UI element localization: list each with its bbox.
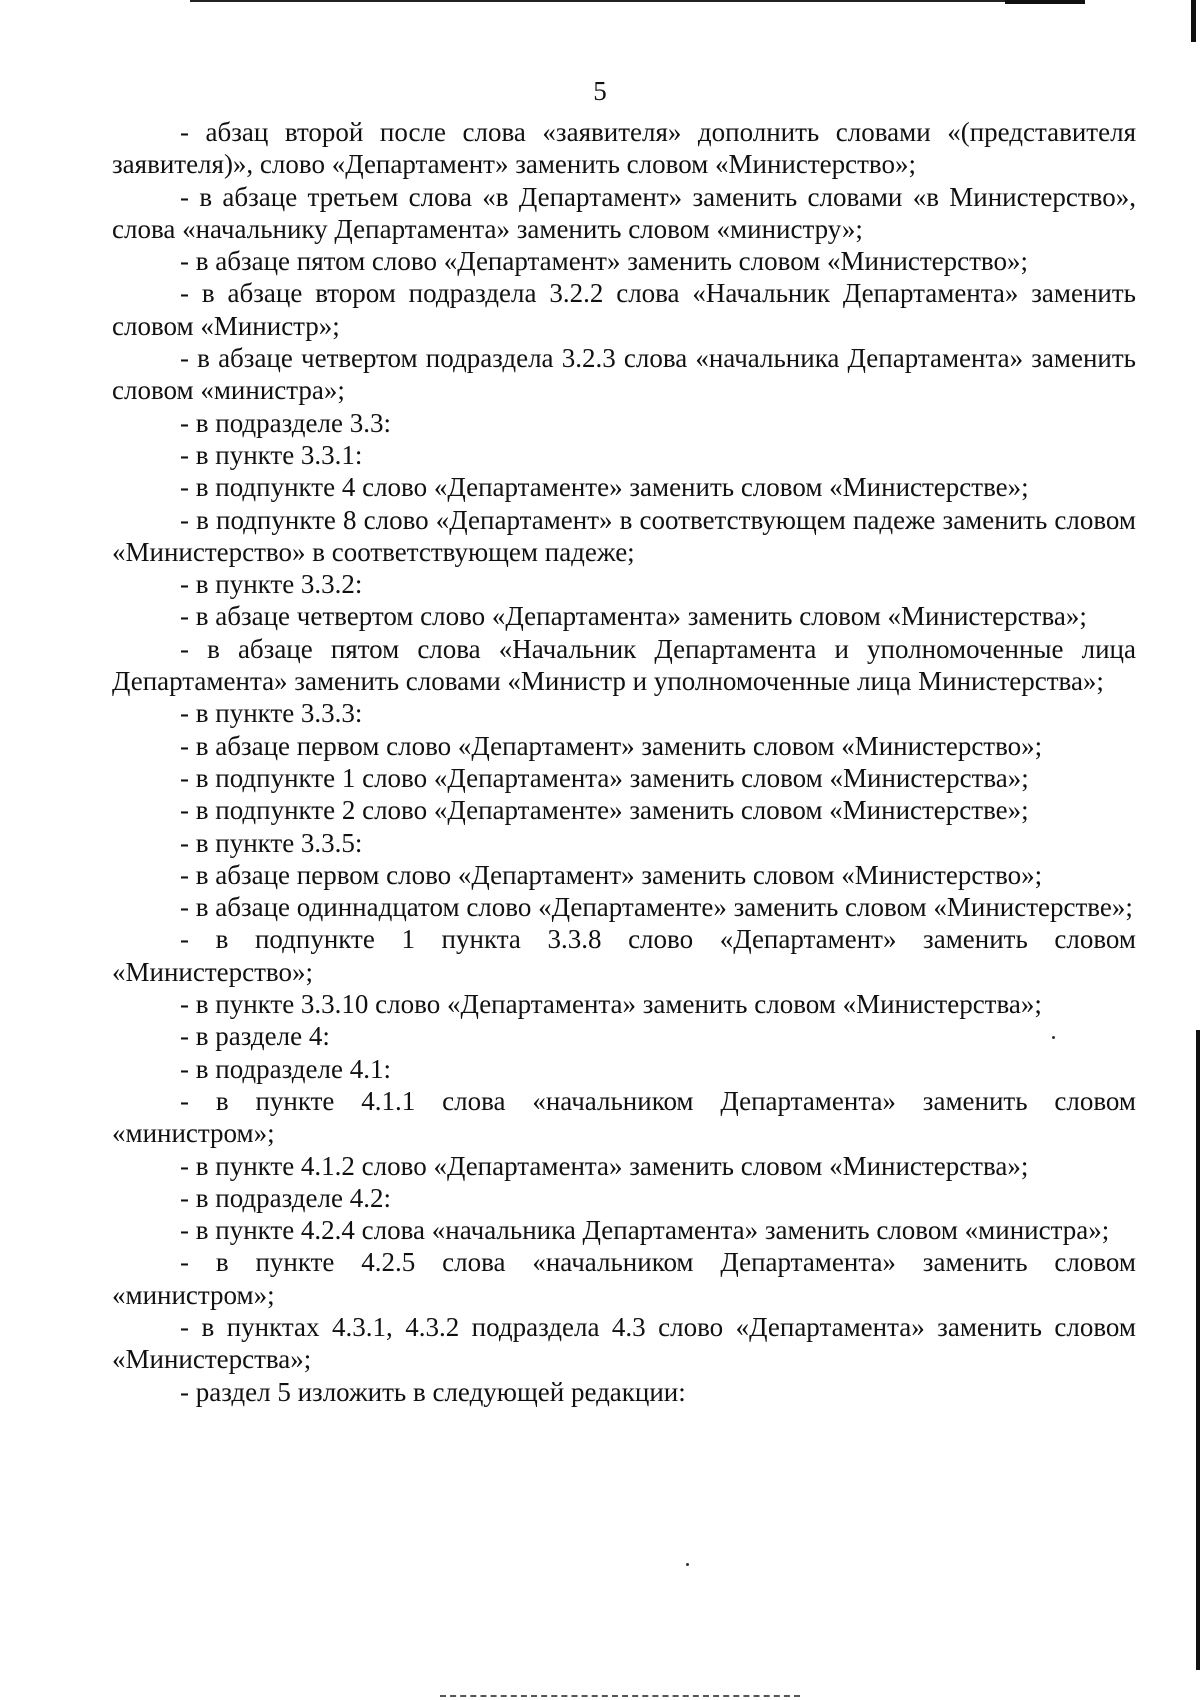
amendment-paragraph: - в абзаце четвертом подраздела 3.2.3 слова «начальника Департамента» заменить словом «министра»;: [112, 343, 1136, 406]
scan-border-right-bottom: [1196, 1030, 1200, 1670]
amendment-paragraph: - в подразделе 4.2:: [180, 1182, 391, 1213]
scan-border-right-top: [1191, 0, 1196, 42]
amendment-paragraph: - в пункте 4.2.5 слова «начальником Департамента» заменить словом «министром»;: [112, 1247, 1136, 1310]
amendment-paragraph: - в пункте 3.3.10 слово «Департамента» заменить словом «Министерства»;: [180, 989, 1042, 1020]
amendment-paragraph: - в подразделе 4.1:: [180, 1053, 391, 1084]
amendment-paragraph: - в пункте 3.3.3:: [180, 698, 363, 729]
amendment-paragraph: - в подразделе 3.3:: [180, 407, 391, 438]
amendment-paragraph: - в подпункте 8 слово «Департамент» в соответствующем падеже заменить словом «Министерство» в соответствующем падеже;: [112, 504, 1136, 567]
amendment-paragraph: - в подпункте 4 слово «Департаменте» заменить словом «Министерстве»;: [180, 472, 1029, 503]
amendment-paragraph: - в пункте 4.1.2 слово «Департамента» заменить словом «Министерства»;: [180, 1150, 1029, 1181]
amendment-paragraph: - в пункте 3.3.5:: [180, 827, 363, 858]
amendment-paragraph: - в подпункте 1 пункта 3.3.8 слово «Департамент» заменить словом «Министерство»;: [112, 924, 1136, 987]
scan-border-top: [190, 0, 1070, 2]
scan-speck: [686, 1563, 689, 1566]
scan-border-top-right: [1005, 0, 1085, 4]
amendment-paragraph: - в абзаце первом слово «Департамент» заменить словом «Министерство»;: [180, 859, 1043, 890]
amendment-paragraph: - в подпункте 2 слово «Департаменте» заменить словом «Министерстве»;: [180, 795, 1029, 826]
amendment-paragraph: - в пункте 3.3.2:: [180, 569, 363, 600]
amendment-paragraph: - в пункте 4.1.1 слова «начальником Департамента» заменить словом «министром»;: [112, 1085, 1136, 1149]
amendment-paragraph: - в пунктах 4.3.1, 4.3.2 подраздела 4.3 слово «Департамента» заменить словом «Министерства»;: [112, 1311, 1136, 1375]
amendment-paragraph: - в абзаце третьем слова «в Департамент» заменить словами «в Министерство», слова «начальнику Департамента» заменить словом «министру»;: [112, 181, 1136, 244]
amendment-paragraph: - в абзаце четвертом слово «Департамента» заменить словом «Министерства»;: [180, 601, 1087, 632]
amendment-paragraph: - в абзаце пятом слова «Начальник Департамента и уполномоченные лица Департамента» заменить словами «Министр и уполномоченные лица Министерства»;: [112, 633, 1136, 697]
amendment-paragraph: - абзац второй после слова «заявителя» дополнить словами «(представителя заявителя)», слово «Департамент» заменить словом «Министерство»;: [112, 117, 1136, 180]
amendment-paragraph: - в разделе 4:: [180, 1021, 330, 1052]
amendment-paragraph: - в пункте 3.3.1:: [180, 439, 363, 470]
amendment-paragraph: - раздел 5 изложить в следующей редакции:: [180, 1376, 686, 1407]
amendment-paragraph: - в абзаце втором подраздела 3.2.2 слова «Начальник Департамента» заменить словом «Министр»;: [112, 278, 1136, 341]
amendment-paragraph: - в пункте 4.2.4 слова «начальника Департамента» заменить словом «министра»;: [180, 1215, 1110, 1246]
page-number: 5: [593, 76, 607, 106]
scan-border-bottom: [440, 1695, 800, 1697]
amendment-paragraph: - в абзаце первом слово «Департамент» заменить словом «Министерство»;: [180, 730, 1043, 761]
amendment-paragraph: - в абзаце пятом слово «Департамент» заменить словом «Министерство»;: [180, 246, 1028, 277]
document-body: [112, 116, 1136, 1408]
amendment-paragraph: - в подпункте 1 слово «Департамента» заменить словом «Министерства»;: [180, 762, 1029, 793]
amendment-paragraph: - в абзаце одиннадцатом слово «Департаменте» заменить словом «Министерстве»;: [180, 892, 1133, 923]
